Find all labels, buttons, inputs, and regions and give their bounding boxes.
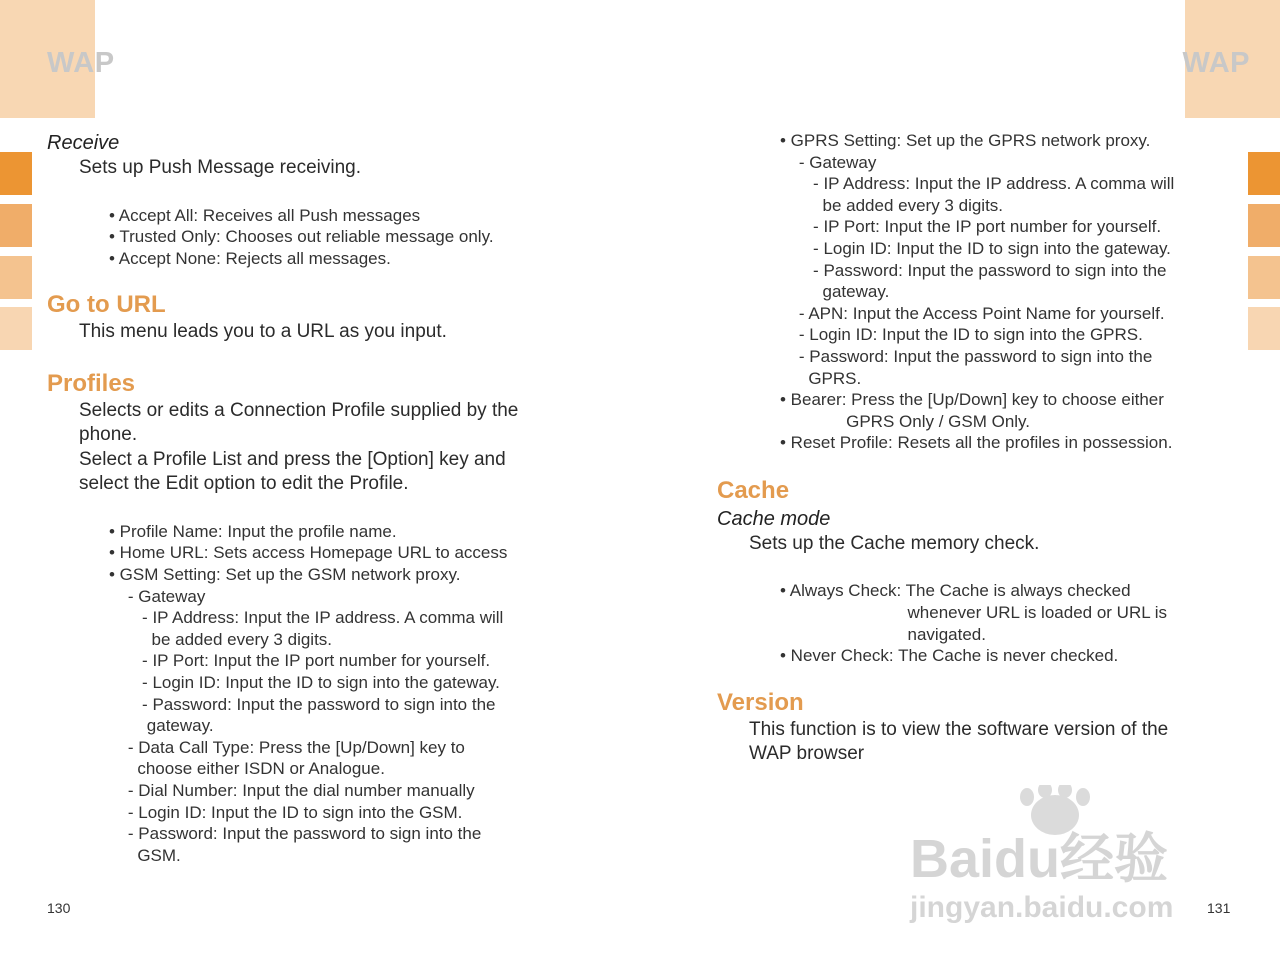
side-tab [0,204,32,247]
list-item: • Home URL: Sets access Homepage URL to access [109,543,508,563]
go-to-url-heading: Go to URL [47,291,166,319]
list-item: - Password: Input the password to sign into the [109,694,496,714]
list-item: navigated. [780,624,986,644]
list-item: be added every 3 digits. [780,195,1004,215]
list-item: - Password: Input the password to sign into the [780,346,1153,366]
page-number-left: 130 [47,900,71,916]
list-item: - Password: Input the password to sign into the [780,260,1167,280]
profiles-heading: Profiles [47,369,136,397]
version-heading: Version [717,688,804,716]
version-description: This function is to view the software version of the WAP browser [749,718,1169,765]
header-title-left: WAP [47,47,115,79]
list-item: • Always Check: The Cache is always checked [780,581,1131,601]
list-item: GPRS Only / GSM Only. [780,411,1031,431]
list-item: be added every 3 digits. [109,629,333,649]
cache-description: Sets up the Cache memory check. [749,532,1040,554]
list-item: - IP Port: Input the IP port number for yourself. [780,217,1162,237]
list-item: • Reset Profile: Resets all the profiles in possession. [780,433,1173,453]
side-tab [0,307,32,350]
list-item: • GPRS Setting: Set up the GPRS network proxy. [780,131,1151,150]
list-item: - Dial Number: Input the dial number manually [109,780,475,800]
list-item: • Bearer: Press the [Up/Down] key to choose either [780,390,1164,410]
receive-description: Sets up Push Message receiving. [79,157,361,178]
list-item: choose either ISDN or Analogue. [109,759,385,779]
side-tab [0,256,32,299]
list-item: - IP Address: Input the IP address. A comma will [109,608,504,628]
right-page-content [717,130,1237,767]
side-tab [1248,307,1280,350]
list-item: gateway. [109,716,214,736]
list-item: - Gateway [780,152,877,172]
header-title-right: WAP [1182,47,1250,79]
paw-icon [1020,785,1090,835]
list-item: whenever URL is loaded or URL is [780,603,1168,622]
list-item: - Login ID: Input the ID to sign into the GPRS. [780,325,1143,345]
list-item: - Data Call Type: Press the [Up/Down] key to [109,737,465,757]
list-item: - Login ID: Input the ID to sign into the gateway. [780,238,1171,258]
profiles-description: Selects or edits a Connection Profile supplied by the phone. [79,399,519,446]
side-tab [0,152,32,195]
go-to-url-description: This menu leads you to a URL as you input. [79,321,447,343]
list-item: • Accept All: Receives all Push messages [109,205,421,225]
list-item: • Never Check: The Cache is never checked. [780,646,1119,666]
list-item: • GSM Setting: Set up the GSM network proxy. [109,564,461,584]
list-item: - Login ID: Input the ID to sign into the GSM. [109,802,463,822]
list-item: - IP Port: Input the IP port number for yourself. [109,651,491,671]
cache-mode-heading: Cache mode [717,507,831,530]
watermark-url-text: jingyan.baidu.com [910,891,1174,924]
list-item: • Profile Name: Input the profile name. [109,521,397,541]
cache-heading: Cache [717,476,790,504]
watermark-logo-text: Baidu经验 [910,829,1169,889]
list-item: - APN: Input the Access Point Name for yourself. [780,303,1165,323]
left-page-content [47,130,567,866]
receive-options-list [109,205,567,270]
list-item: - IP Address: Input the IP address. A comma will [780,174,1175,194]
list-item: - Gateway [109,586,206,606]
side-tab [1248,256,1280,299]
receive-heading: Receive [47,132,120,154]
list-item: gateway. [780,282,890,302]
list-item: - Password: Input the password to sign into the [109,824,482,844]
baidu-watermark-logo [905,785,1205,925]
profile-settings-list [109,521,567,867]
page-number-right: 131 [1207,900,1231,916]
cache-options-list [780,580,1237,666]
list-item: GPRS. [780,368,862,388]
list-item: • Trusted Only: Chooses out reliable message only. [109,227,494,247]
side-tab [1248,152,1280,195]
profiles-edit-description: Select a Profile List and press the [Option] key and select the Edit option to edit the Profile. [79,448,506,495]
list-item: GSM. [109,845,181,865]
gprs-settings-list [780,130,1237,454]
side-tab [1248,204,1280,247]
list-item: • Accept None: Rejects all messages. [109,248,391,268]
list-item: - Login ID: Input the ID to sign into the gateway. [109,672,500,692]
